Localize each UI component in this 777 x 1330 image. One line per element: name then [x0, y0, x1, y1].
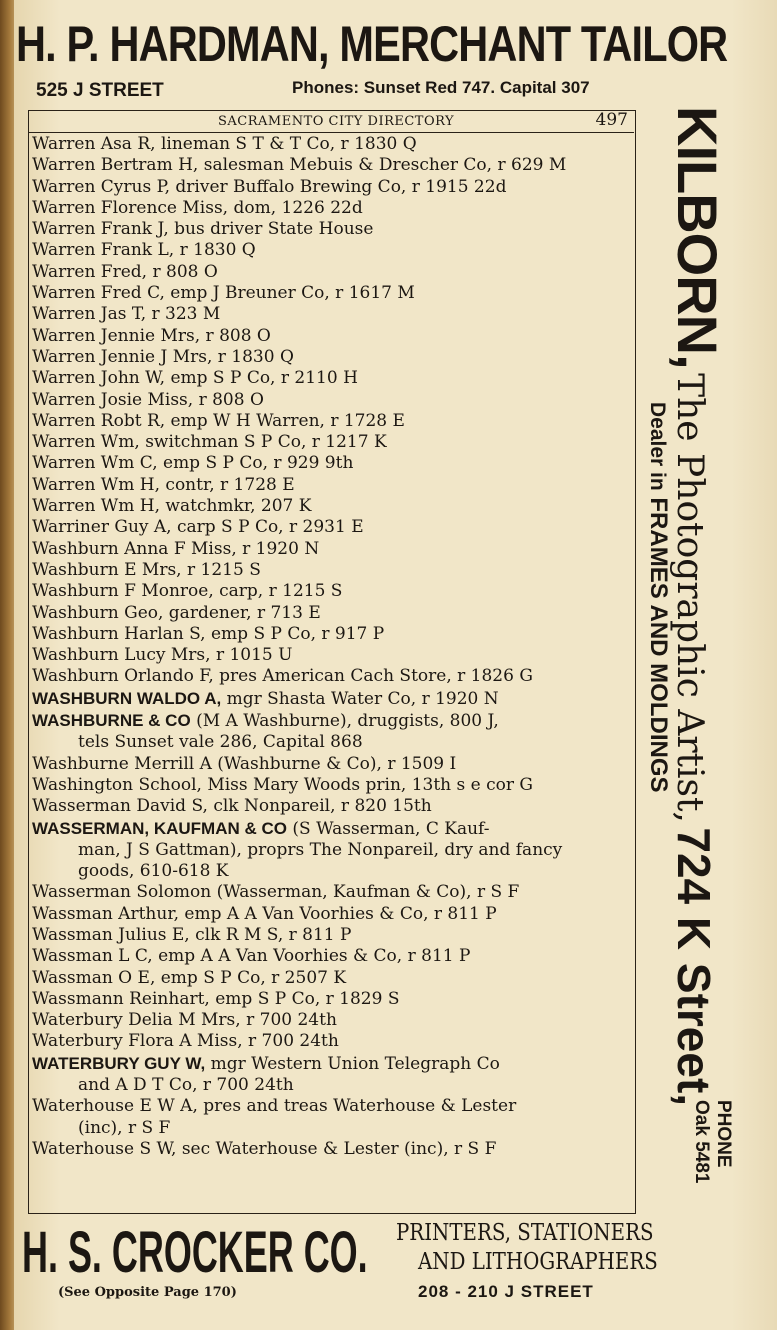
side-ad-phone	[690, 1100, 734, 1183]
directory-entry	[32, 1139, 638, 1160]
bottom-ad-tagline-1: PRINTERS, STATIONERS	[396, 1220, 654, 1246]
directory-entry	[32, 775, 638, 796]
entry-text: Washburn Geo, gardener, r 713 E	[32, 602, 321, 623]
entry-text: Washburne Merrill A (Washburne & Co), r 1509 I	[32, 753, 457, 774]
entry-text: Washburn F Monroe, carp, r 1215 S	[32, 581, 343, 602]
top-ad-phones: Phones: Sunset Red 747. Capital 307	[292, 78, 590, 97]
phone-label: PHONE	[713, 1100, 734, 1168]
entry-text: Warren Wm H, contr, r 1728 E	[32, 474, 295, 495]
directory-entry	[32, 603, 638, 624]
entry-text: Warren Josie Miss, r 808 O	[32, 389, 264, 410]
directory-entry	[32, 517, 638, 538]
directory-entry	[32, 262, 638, 283]
bottom-ad-name: H. S. CROCKER CO.	[22, 1220, 368, 1285]
entry-bold-name: WASHBURNE & CO	[32, 711, 191, 731]
entry-bold-name: WASHBURN WALDO A,	[32, 688, 222, 708]
entry-text: Warren Wm, switchman S P Co, r 1217 K	[32, 432, 387, 453]
entry-text: mgr Shasta Water Co, r 1920 N	[221, 688, 499, 709]
directory-entry	[32, 645, 638, 666]
directory-entry	[32, 368, 638, 389]
directory-entry	[32, 796, 638, 817]
entry-text: (M A Washburne), druggists, 800 J,	[190, 711, 499, 732]
entry-text: Wassman Julius E, clk R M S, r 811 P	[32, 924, 352, 945]
directory-entry	[32, 496, 638, 517]
entry-continuation: tels Sunset vale 286, Capital 868	[78, 732, 363, 753]
entry-text: Wassman O E, emp S P Co, r 2507 K	[32, 967, 347, 988]
directory-entry	[32, 710, 638, 754]
directory-entry	[32, 240, 638, 261]
entry-text: Washburn E Mrs, r 1215 S	[32, 559, 261, 580]
entry-text: mgr Western Union Telegraph Co	[205, 1053, 500, 1074]
phone-number: Oak 5481	[691, 1100, 712, 1184]
page-number: 497	[595, 110, 628, 130]
entry-text: Waterbury Delia M Mrs, r 700 24th	[32, 1010, 337, 1031]
entry-continuation: and A D T Co, r 700 24th	[78, 1075, 294, 1096]
directory-entry	[32, 475, 638, 496]
directory-entry	[32, 946, 638, 967]
entry-text: Waterbury Flora A Miss, r 700 24th	[32, 1031, 339, 1052]
entry-text: Warren John W, emp S P Co, r 2110 H	[32, 368, 358, 389]
directory-entry	[32, 1053, 638, 1097]
entry-continuation: (inc), r S F	[78, 1117, 171, 1138]
side-ad-title: The Photographic Artist,	[669, 373, 710, 823]
entry-text: Warren Jennie Mrs, r 808 O	[32, 325, 271, 346]
directory-entry	[32, 560, 638, 581]
directory-entry	[32, 925, 638, 946]
entry-text: Warren Frank J, bus driver State House	[32, 219, 374, 240]
page-header	[28, 110, 634, 133]
entry-text: Warren Florence Miss, dom, 1226 22d	[32, 197, 363, 218]
entry-bold-name: WASSERMAN, KAUFMAN & CO	[32, 818, 287, 838]
top-ad-address: 525 J STREET	[36, 80, 164, 101]
entry-text: Warren Cyrus P, driver Buffalo Brewing Co, r 1915 22d	[32, 176, 507, 197]
directory-entry	[32, 968, 638, 989]
side-ad-street: 724 K Street,	[668, 827, 720, 1107]
entry-text: Waterhouse S W, sec Waterhouse & Lester (inc), r S F	[32, 1138, 497, 1159]
entry-text: Waterhouse E W A, pres and treas Waterhouse & Lester	[32, 1096, 517, 1117]
directory-entry	[32, 134, 638, 155]
directory-entry	[32, 1031, 638, 1052]
directory-entry	[32, 390, 638, 411]
directory-entry	[32, 666, 638, 687]
directory-entry	[32, 411, 638, 432]
directory-entry	[32, 581, 638, 602]
directory-entry	[32, 754, 638, 775]
bottom-ad-tagline-2: AND LITHOGRAPHERS	[418, 1249, 658, 1275]
side-ad-dealer	[644, 402, 672, 793]
entry-text: Warren Bertram H, salesman Mebuis & Drescher Co, r 629 M	[32, 155, 567, 176]
entry-text: Washburn Lucy Mrs, r 1015 U	[32, 645, 293, 666]
directory-entry	[32, 219, 638, 240]
dealer-prefix: Dealer in	[646, 402, 669, 491]
directory-entry	[32, 989, 638, 1010]
entry-text: Warren Jennie J Mrs, r 1830 Q	[32, 346, 294, 367]
directory-entry	[32, 347, 638, 368]
directory-entry	[32, 283, 638, 304]
entry-text: Wassman L C, emp A A Van Voorhies & Co, r 811 P	[32, 946, 471, 967]
entry-continuation: man, J S Gattman), proprs The Nonpareil, dry and fancy	[78, 839, 563, 860]
side-ad-kilborn	[665, 106, 730, 1106]
top-ad-name: H. P. HARDMAN, MERCHANT TAILOR	[16, 16, 728, 72]
entry-text: Warriner Guy A, carp S P Co, r 2931 E	[32, 517, 364, 538]
entry-text: Wasserman David S, clk Nonpareil, r 820 15th	[32, 796, 432, 817]
entry-text: Washington School, Miss Mary Woods prin, 13th s e cor G	[32, 774, 533, 795]
directory-title: SACRAMENTO CITY DIRECTORY	[218, 114, 455, 129]
entry-text: Wasserman Solomon (Wasserman, Kaufman & Co), r S F	[32, 882, 520, 903]
directory-entry	[32, 688, 638, 710]
entry-text: Washburn Anna F Miss, r 1920 N	[32, 538, 320, 559]
directory-entry	[32, 904, 638, 925]
directory-entry	[32, 326, 638, 347]
entry-text: (S Wasserman, C Kauf-	[287, 818, 490, 839]
entry-bold-name: WATERBURY GUY W,	[32, 1053, 206, 1073]
entry-continuation: goods, 610-618 K	[78, 861, 229, 882]
directory-entry	[32, 453, 638, 474]
directory-entry	[32, 432, 638, 453]
directory-entry	[32, 1010, 638, 1031]
bottom-ad-address: 208 - 210 J STREET	[418, 1282, 594, 1301]
directory-entry	[32, 1096, 638, 1139]
directory-entry	[32, 155, 638, 176]
dealer-items: FRAMES AND MOLDINGS	[645, 497, 672, 793]
directory-entry	[32, 624, 638, 645]
entry-text: Warren Frank L, r 1830 Q	[32, 240, 256, 261]
entry-text: Wassmann Reinhart, emp S P Co, r 1829 S	[32, 988, 400, 1009]
directory-entries	[32, 134, 638, 1160]
directory-entry	[32, 882, 638, 903]
entry-text: Warren Wm H, watchmkr, 207 K	[32, 496, 312, 517]
entry-text: Washburn Harlan S, emp S P Co, r 917 P	[32, 623, 385, 644]
entry-text: Warren Jas T, r 323 M	[32, 304, 221, 325]
directory-entry	[32, 177, 638, 198]
directory-entry	[32, 539, 638, 560]
entry-text: Warren Fred C, emp J Breuner Co, r 1617 M	[32, 283, 415, 304]
entry-text: Wassman Arthur, emp A A Van Voorhies & Co, r 811 P	[32, 903, 497, 924]
entry-text: Warren Asa R, lineman S T & T Co, r 1830 Q	[32, 134, 417, 154]
directory-entry	[32, 818, 638, 883]
directory-entry	[32, 198, 638, 219]
entry-text: Warren Fred, r 808 O	[32, 261, 218, 282]
entry-text: Warren Wm C, emp S P Co, r 929 9th	[32, 453, 354, 474]
entry-text: Washburn Orlando F, pres American Cach Store, r 1826 G	[32, 666, 533, 687]
directory-entry	[32, 304, 638, 325]
bottom-ad-note: (See Opposite Page 170)	[58, 1285, 237, 1300]
side-ad-name: KILBORN,	[666, 106, 729, 369]
entry-text: Warren Robt R, emp W H Warren, r 1728 E	[32, 410, 405, 431]
